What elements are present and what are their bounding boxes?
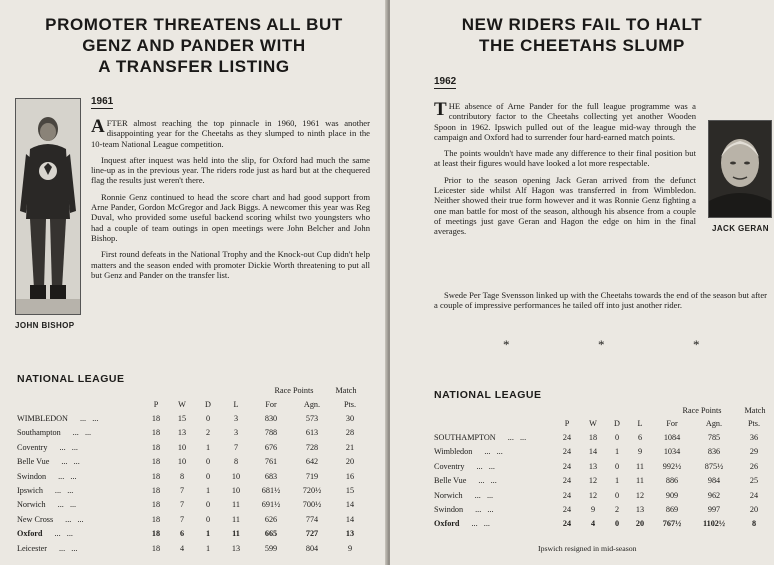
left-drop-cap: A [91,116,105,137]
table-row [17,469,367,483]
team-cell [17,426,143,440]
team-cell [17,527,143,541]
rider-portrait-image [16,99,80,314]
cell-w: 6 [179,529,185,539]
cell-pts: 14 [345,500,355,510]
right-paragraph-text: HE absence of Arne Pander for the full league programme was a contributory factor to the Cheetahs collecting yet another Wooden Spoon in 1962. Ipswich pulled out of the league mid-way through the campaign and Oxford had to surrender four hard-earned match points. [434,101,696,142]
cell-for: 869 [665,505,679,515]
cell-for: 681½ [261,486,281,496]
table-row [17,512,367,526]
cell-d: 1 [614,447,620,457]
cell-l: 20 [635,519,645,529]
leader-dots: ... ... [59,442,78,452]
cell-agn: 727 [305,529,319,539]
column-header: Agn. [303,399,321,409]
cell-l: 11 [232,500,240,510]
right-photo-caption: JACK GERAN [712,224,769,233]
left-league-table [17,397,367,555]
cell-p: 18 [151,457,161,467]
table-row [17,411,367,425]
cell-d: 0 [205,414,211,424]
column-header: Pts. [747,418,761,428]
right-headline-line: NEW RIDERS FAIL TO HALT [461,15,703,34]
leader-dots: ... ... [507,433,527,443]
cell-for: 1084 [663,433,681,443]
cell-w: 14 [588,447,598,457]
team-cell [17,455,143,469]
cell-agn: 997 [707,505,721,515]
left-group-header-match: Match [335,386,357,395]
rider-portrait-image [709,121,771,217]
right-table-title: NATIONAL LEAGUE [434,389,542,401]
jack-geran-photo [708,120,772,218]
cell-pts: 16 [345,471,355,481]
cell-p: 18 [151,543,161,553]
cell-agn: 875½ [704,461,724,471]
right-paragraph [434,101,696,142]
cell-pts: 20 [345,457,355,467]
cell-pts: 29 [749,447,759,457]
team-cell [17,483,143,497]
team-cell [17,469,143,483]
left-headline-line: A TRANSFER LISTING [98,57,290,76]
table-row [17,455,367,469]
leader-dots: ... ... [54,529,73,539]
left-paragraph: First round defeats in the National Trophy and the Knock-out Cup didn't help matters and the season ended with promoter Dickie Worth threatening to put all but Genz and Pander on the transfer list. [91,249,370,280]
left-paragraph: Inquest after inquest was held into the slip, for Oxford had much the same line-up as in the previous year. The riders rode just as hard but at the chequered flag the results just weren't there. [91,154,370,186]
cell-l: 11 [636,476,644,486]
leader-dots: ... ... [478,476,497,486]
cell-d: 1 [205,442,211,452]
cell-for: 599 [264,543,278,553]
cell-l: 11 [636,461,644,471]
team-cell [434,445,554,459]
team-name: WIMBLEDON [17,414,68,424]
right-year-heading: 1962 [434,76,457,87]
column-header [17,397,143,411]
cell-pts: 24 [749,490,759,500]
cell-l: 12 [635,490,645,500]
cell-pts: 8 [751,519,757,529]
column-header: D [614,418,620,428]
table-row [434,459,772,473]
left-table-header-row [17,397,367,411]
column-header: P [564,418,570,428]
cell-p: 24 [562,461,572,471]
left-group-header-race-points: Race Points [274,386,314,395]
table-row [17,527,367,541]
cell-w: 12 [588,476,598,486]
cell-w: 4 [590,519,596,529]
cell-w: 18 [588,433,598,443]
team-cell [434,488,554,502]
cell-agn: 642 [305,457,319,467]
cell-p: 18 [151,442,161,452]
table-row [17,440,367,454]
right-table-header-row [434,416,772,430]
cell-agn: 728 [305,442,319,452]
cell-l: 11 [232,514,240,524]
column-header [434,416,554,430]
cell-pts: 15 [345,486,355,496]
table-row [17,541,367,555]
column-header: D [205,399,211,409]
cell-w: 4 [179,543,185,553]
table-row [434,488,772,502]
team-name: Swindon [434,505,464,515]
cell-for: 683 [264,471,278,481]
cell-pts: 21 [345,442,355,452]
column-header: W [589,418,597,428]
team-name: Belle Vue [17,457,50,467]
leader-dots: ... ... [484,447,503,457]
cell-for: 886 [665,476,679,486]
cell-p: 18 [151,486,161,496]
left-year-heading: 1961 [91,96,114,107]
section-star: * [503,337,510,352]
team-name: Southampton [17,428,61,438]
cell-for: 761 [264,457,278,467]
cell-agn: 962 [707,490,721,500]
column-header: L [637,418,643,428]
right-group-header-match: Match [744,406,766,415]
cell-pts: 28 [345,428,355,438]
cell-p: 24 [562,447,572,457]
team-name: SOUTHAMPTON [434,433,496,443]
team-name: Belle Vue [434,476,467,486]
table-row [434,474,772,488]
table-row [434,517,772,531]
team-name: Leicester [17,543,47,553]
table-row [434,502,772,516]
cell-agn: 774 [305,514,319,524]
column-header: Agn. [705,418,723,428]
right-drop-cap: T [434,99,447,120]
team-name: New Cross [17,514,54,524]
cell-p: 18 [151,428,161,438]
cell-d: 0 [205,500,211,510]
right-paragraph: Swede Per Tage Svensson linked up with the Cheetahs towards the end of the season but after a couple of impressive performances he tailed off into just another rider. [434,290,767,311]
left-headline-line: PROMOTER THREATENS ALL BUT [45,15,343,34]
john-bishop-photo [15,98,81,315]
column-header: Pts. [343,399,357,409]
team-cell [434,517,554,531]
left-headline [0,14,388,77]
cell-w: 13 [588,461,598,471]
cell-p: 18 [151,500,161,510]
cell-l: 13 [231,543,241,553]
cell-for: 1034 [663,447,681,457]
cell-p: 18 [151,414,161,424]
leader-dots: ... ... [54,486,74,496]
team-cell [17,411,143,425]
right-headline-line: THE CHEETAHS SLUMP [479,36,685,55]
section-star: * [598,337,605,352]
cell-agn: 836 [707,447,721,457]
cell-pts: 9 [347,543,353,553]
cell-d: 1 [205,486,211,496]
cell-d: 2 [614,505,620,515]
right-page [390,0,774,565]
cell-for: 626 [264,514,278,524]
cell-l: 3 [233,414,239,424]
column-header: P [153,399,159,409]
cell-d: 0 [614,461,620,471]
team-name: Coventry [17,442,48,452]
team-cell [434,474,554,488]
cell-agn: 719 [305,471,319,481]
table-row [17,426,367,440]
cell-l: 7 [233,442,239,452]
cell-p: 24 [562,505,572,515]
left-headline-line: GENZ AND PANDER WITH [82,36,306,55]
cell-agn: 613 [305,428,319,438]
team-cell [434,430,554,444]
team-cell [434,459,554,473]
cell-for: 691½ [261,500,281,510]
team-name: Swindon [17,471,47,481]
right-paragraph: Prior to the season opening Jack Geran arrived from the defunct Leicester side whilst Alf Hagon was transferred in from Wimbledon. Neither showed their true form however and it was Ronnie Genz fighting a one man battle for most of the season, although his absence from a couple of meetings just gave Geran and Hagon the edge on him in the final averages. [434,174,696,237]
team-cell [17,541,143,555]
cell-pts: 25 [749,476,759,486]
team-cell [17,440,143,454]
left-paragraph [91,118,370,149]
table-row [434,430,772,444]
team-cell [17,512,143,526]
table-row [434,445,772,459]
cell-l: 10 [231,471,241,481]
right-league-table [434,416,772,531]
cell-p: 24 [562,490,572,500]
cell-p: 18 [151,514,161,524]
team-name: Ipswich [17,486,43,496]
cell-agn: 984 [707,476,721,486]
left-photo-caption: JOHN BISHOP [15,321,75,330]
cell-l: 9 [637,447,643,457]
cell-p: 18 [151,471,161,481]
right-table-footnote: Ipswich resigned in mid-season [538,544,637,553]
cell-l: 11 [232,529,240,539]
cell-d: 0 [614,490,620,500]
right-article-body-bottom [434,290,767,317]
cell-agn: 804 [305,543,319,553]
cell-for: 788 [264,428,278,438]
team-name: Wimbledon [434,447,473,457]
leader-dots: ... ... [79,414,99,424]
column-header: For [265,399,277,409]
column-header: W [178,399,186,409]
cell-pts: 26 [749,461,759,471]
team-cell [434,502,554,516]
cell-pts: 20 [749,505,759,515]
cell-for: 665 [264,529,278,539]
cell-w: 7 [179,500,185,510]
cell-agn: 700½ [302,500,322,510]
cell-w: 12 [588,490,598,500]
cell-d: 0 [205,514,211,524]
right-article-body-top [434,101,696,243]
cell-p: 24 [562,433,572,443]
cell-w: 7 [179,486,185,496]
cell-w: 10 [177,442,187,452]
right-headline [390,14,774,56]
left-article-body [91,118,370,286]
cell-for: 767½ [662,519,682,529]
leader-dots: ... ... [57,500,77,510]
cell-l: 8 [233,457,239,467]
cell-d: 0 [205,457,211,467]
cell-l: 6 [637,433,643,443]
team-name: Oxford [434,519,460,529]
table-row [17,498,367,512]
cell-p: 24 [562,476,572,486]
cell-agn: 573 [305,414,319,424]
cell-w: 15 [177,414,187,424]
cell-d: 0 [205,471,211,481]
right-paragraph: The points wouldn't have made any difference to their final position but at least their figures would have looked a lot more respectable. [434,148,696,169]
column-header: For [666,418,678,428]
cell-for: 909 [665,490,679,500]
cell-agn: 785 [707,433,721,443]
cell-for: 992½ [662,461,682,471]
cell-p: 18 [151,529,161,539]
cell-d: 0 [614,433,620,443]
cell-pts: 14 [345,514,355,524]
cell-pts: 13 [345,529,355,539]
cell-w: 8 [179,471,185,481]
leader-dots: ... ... [72,428,92,438]
team-name: Coventry [434,461,465,471]
cell-w: 13 [177,428,187,438]
cell-agn: 720½ [302,486,322,496]
team-name: Oxford [17,529,43,539]
team-cell [17,498,143,512]
leader-dots: ... ... [476,461,495,471]
cell-w: 9 [590,505,596,515]
left-table-title: NATIONAL LEAGUE [17,373,125,385]
team-name: Norwich [17,500,46,510]
leader-dots: ... ... [475,505,494,515]
right-group-header-race-points: Race Points [682,406,722,415]
leader-dots: ... ... [65,514,84,524]
cell-p: 24 [562,519,572,529]
team-name: Norwich [434,490,463,500]
leader-dots: ... ... [61,457,80,467]
cell-d: 1 [205,529,211,539]
leader-dots: ... ... [58,471,77,481]
cell-l: 3 [233,428,239,438]
left-paragraph: Ronnie Genz continued to head the score chart and had good support from Arne Pander, Gordon McGregor and Jack Biggs. A newcomer this year was Reg Duval, who provided some useful backend scoring whilst two youngsters who had a couple of team outings in open meetings were John Belcher and John Bishop. [91,191,370,243]
cell-d: 0 [614,519,620,529]
cell-l: 13 [635,505,645,515]
cell-w: 10 [177,457,187,467]
column-header: L [233,399,239,409]
cell-d: 1 [614,476,620,486]
cell-w: 7 [179,514,185,524]
cell-l: 10 [231,486,241,496]
cell-for: 676 [264,442,278,452]
cell-for: 830 [264,414,278,424]
leader-dots: ... ... [59,543,78,553]
cell-agn: 1102½ [702,519,726,529]
cell-d: 2 [205,428,211,438]
cell-pts: 30 [345,414,355,424]
table-row [17,483,367,497]
leader-dots: ... ... [474,490,494,500]
cell-pts: 36 [749,433,759,443]
cell-d: 1 [205,543,211,553]
leader-dots: ... ... [471,519,490,529]
left-paragraph-text: FTER almost reaching the top pinnacle in 1960, 1961 was another disappointing year for the Cheetahs as they slumped to ninth place in the 10-team National League competition. [91,118,370,149]
section-star: * [693,337,700,352]
